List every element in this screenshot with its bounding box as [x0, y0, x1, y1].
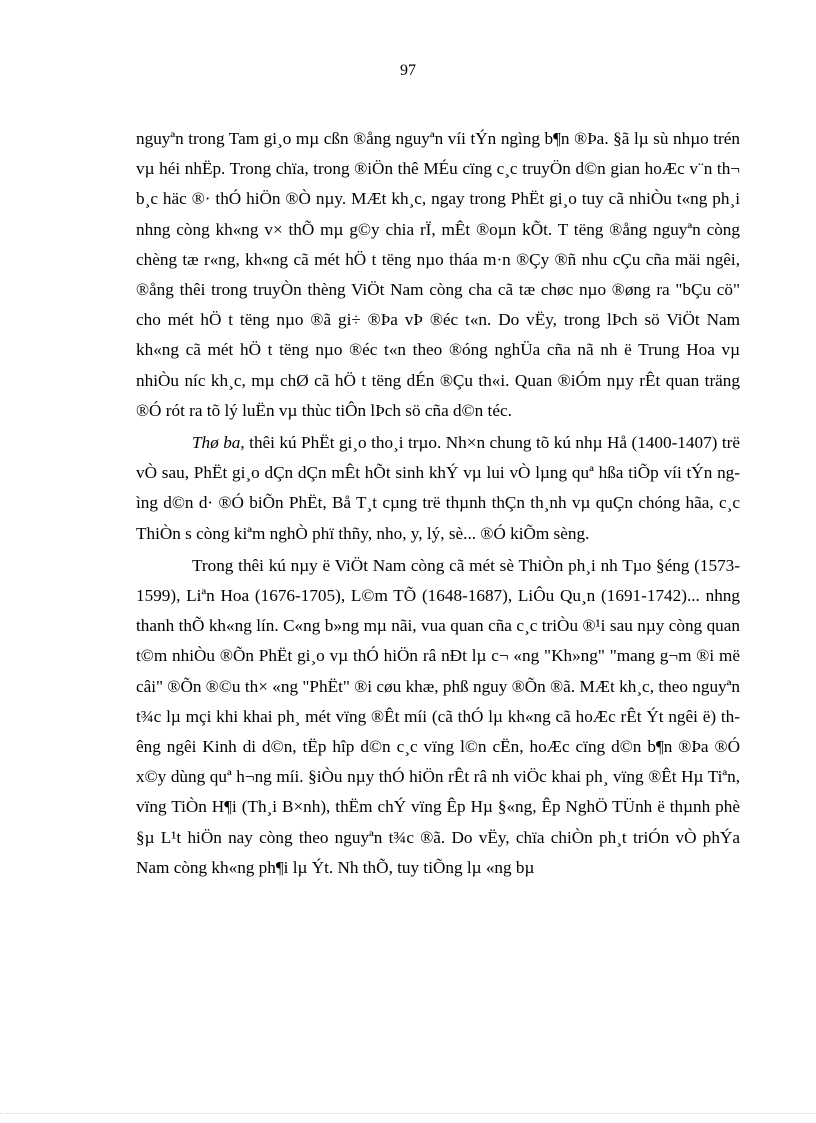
paragraph-1	[136, 124, 740, 426]
body-text	[136, 124, 740, 885]
paragraph-1-text: nguyªn trong Tam gi¸o mµ cßn ®ång nguyªn víi tÝn ngìng b¶n ®Þa. §ã lµ sù nhµo trén vµ héi nhËp. Trong chïa, trong ®iÖn thê MÉu cïng c¸c truyÖn d©n gian hoÆc v¨n th¬ b¸c häc ®· thÓ hiÖn ®Ò nµy. MÆt kh¸c, ngay trong PhËt gi¸o tuy cã nhiÒu t«ng ph¸i nhng còng kh«ng v× thÕ mµ g©y chia rÏ, mÊt ®oµn kÕt. T tëng ®ång nguyªn còng chèng tæ r«ng, kh«ng cã mét hÖ t tëng nµo tháa m·n ®Çy ®ñ nhu cÇu cña mäi ngêi, ®ång thêi trong truyÒn thèng ViÖt Nam còng cha cã tæ chøc nµo ®øng ra "bÇu cö" cho mét hÖ t tëng nµo ®ã gi÷ ®Þa vÞ ®éc t«n. Do vËy, trong lÞch sö ViÖt Nam kh«ng cã mét hÖ t tëng nµo ®éc t«n theo ®óng nghÜa cña nã nh ë Trung Hoa vµ nhiÒu níc kh¸c, mµ chØ cã hÖ t tëng dÉn ®Çu th«i. Quan ®iÓm nµy rÊt quan träng ®Ó rót ra tõ lý luËn vµ thùc tiÔn lÞch sö cña d©n téc.	[136, 129, 740, 420]
bottom-divider	[0, 1113, 816, 1114]
paragraph-3-text: Trong thêi kú nµy ë ViÖt Nam còng cã mét sè ThiÒn ph¸i nh Tµo §éng (1573-1599), Liªn Hoa (1676-1705), L©m TÕ (1648-1687), LiÔu Qu¸n (1691-1742)... nhng thanh thÕ kh«ng lín. C«ng b»ng mµ nãi, vua quan cña c¸c triÒu ®¹i sau nµy còng quan t©m nhiÒu ®Õn PhËt gi¸o vµ thÓ hiÖn râ nÐt lµ c¬ «ng "Kh»ng" "mang g¬m ®i më câi" ®Õn ®©u th× «ng "PhËt" ®i cøu khæ, phß nguy ®Õn ®ã. MÆt kh¸c, theo nguyªn t¾c lµ mçi khi khai ph¸ mét vïng ®Êt míi (cã thÓ lµ kh«ng cã hoÆc rÊt Ýt ngêi ë) thêng ngêi Kinh di d©n, tËp hîp d©n c¸c vïng l©n cËn, hoÆc cïng d©n b¶n ®Þa ®Ó x©y dùng quª h¬ng míi. §iÒu nµy thÓ hiÖn rÊt râ nh viÖc khai ph¸ vïng ®Êt Hµ Tiªn, vïng TiÒn H¶i (Th¸i B×nh), thËm chÝ vïng Êp Hµ §«ng, Êp NghÖ TÜnh ë thµnh phè §µ L¹t hiÖn nay còng theo nguyªn t¾c ®ã. Do vËy, chïa chiÒn ph¸t triÓn vÒ phÝa Nam còng kh«ng ph¶i lµ Ýt. Nh thÕ, tuy tiÕng lµ «ng bµ	[136, 555, 740, 877]
paragraph-2-text: , thêi kú PhËt gi¸o tho¸i trµo. Nh×n chung tõ kú nhµ Hå (1400-1407) trë vÒ sau, PhËt gi¸o dÇn dÇn mÊt hÕt sinh khÝ vµ lui vÒ lµng quª hßa tiÕp víi tÝn ngìng d©n d· ®Ó biÕn PhËt, Bå T¸t cµng trë thµnh thÇn th¸nh vµ quÇn chóng hãa, c¸c ThiÒn s còng kiªm nghÒ phï thñy, nho, y, lý, sè... ®Ó kiÕm sèng.	[136, 433, 740, 543]
paragraph-2	[136, 428, 740, 549]
paragraph-2-lead: Thø ba	[192, 433, 241, 453]
paragraph-3	[136, 551, 740, 883]
page-number: 97	[400, 62, 416, 79]
